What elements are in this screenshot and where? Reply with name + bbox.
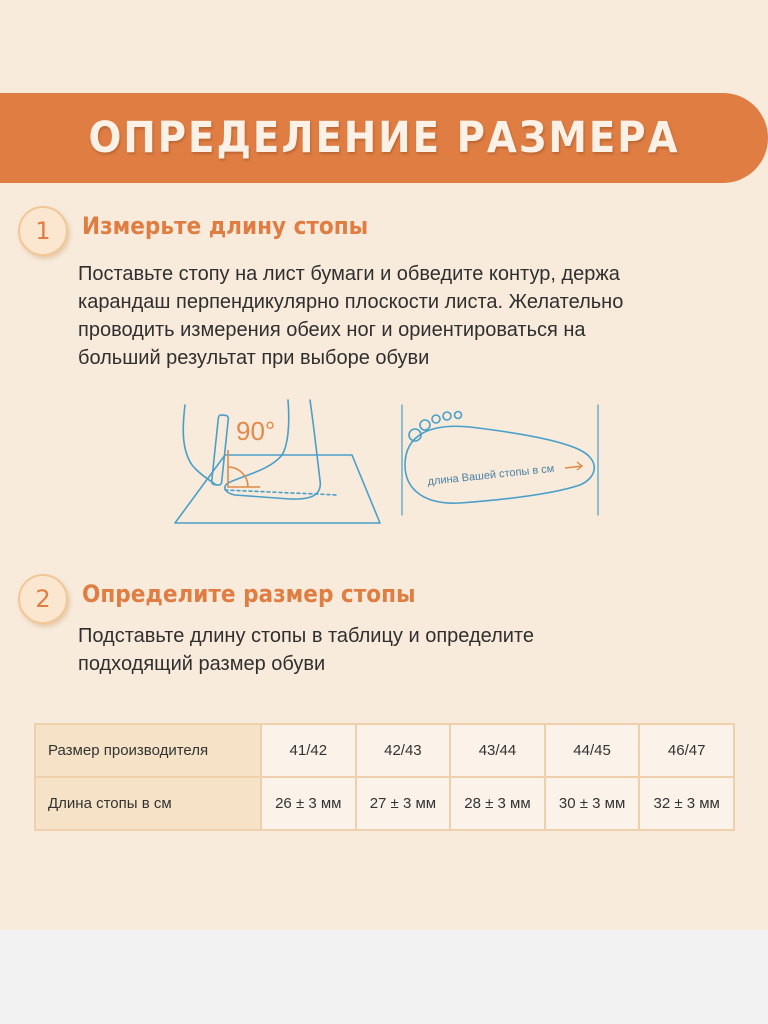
size-table [34, 723, 735, 831]
table-cell: 42/43 [356, 724, 451, 777]
step-2-instructions [78, 622, 718, 678]
table-cell: 26 ± 3 мм [261, 777, 356, 830]
title-banner [0, 93, 768, 183]
length-arrow-icon [565, 462, 582, 470]
table-cell: 44/45 [545, 724, 640, 777]
step-1-line: проводить измерения обеих ног и ориентироваться на [78, 319, 586, 341]
table-cell: 32 ± 3 мм [639, 777, 734, 830]
table-cell: 41/42 [261, 724, 356, 777]
measurement-illustration [170, 395, 610, 535]
footprint-drawing [402, 405, 598, 515]
foot-outline [225, 400, 320, 499]
step-1-title: Измерьте длину стопы [82, 212, 369, 240]
footprint-label: длина Вашей стопы в см [427, 462, 555, 488]
pencil [211, 415, 228, 486]
step-2-line: подходящий размер обуви [78, 653, 326, 675]
foot-on-paper-drawing [175, 400, 380, 523]
step-2-title: Определите размер стопы [82, 580, 416, 608]
page-title: ОПРЕДЕЛЕНИЕ РАЗМЕРА [88, 113, 680, 163]
table-row [35, 777, 734, 830]
table-cell: 27 ± 3 мм [356, 777, 451, 830]
step-1-line: больший результат при выборе обуви [78, 347, 430, 369]
trace-line [225, 490, 338, 495]
step-1-badge: 1 [18, 206, 68, 256]
table-cell: 46/47 [639, 724, 734, 777]
table-cell: 30 ± 3 мм [545, 777, 640, 830]
table-cell: 43/44 [450, 724, 545, 777]
footprint-outline [405, 426, 594, 503]
step-2-badge: 2 [18, 574, 68, 624]
angle-label: 90° [236, 416, 276, 446]
step-1-instructions [78, 260, 718, 372]
table-cell: 28 ± 3 мм [450, 777, 545, 830]
table-row [35, 724, 734, 777]
paper-sheet [175, 455, 380, 523]
step-1-line: Поставьте стопу на лист бумаги и обведите контур, держа [78, 263, 620, 285]
row-header: Размер производителя [35, 724, 261, 777]
step-2-line: Подставьте длину стопы в таблицу и определите [78, 625, 534, 647]
row-header: Длина стопы в см [35, 777, 261, 830]
step-1-line: карандаш перпендикулярно плоскости листа. Желательно [78, 291, 624, 313]
